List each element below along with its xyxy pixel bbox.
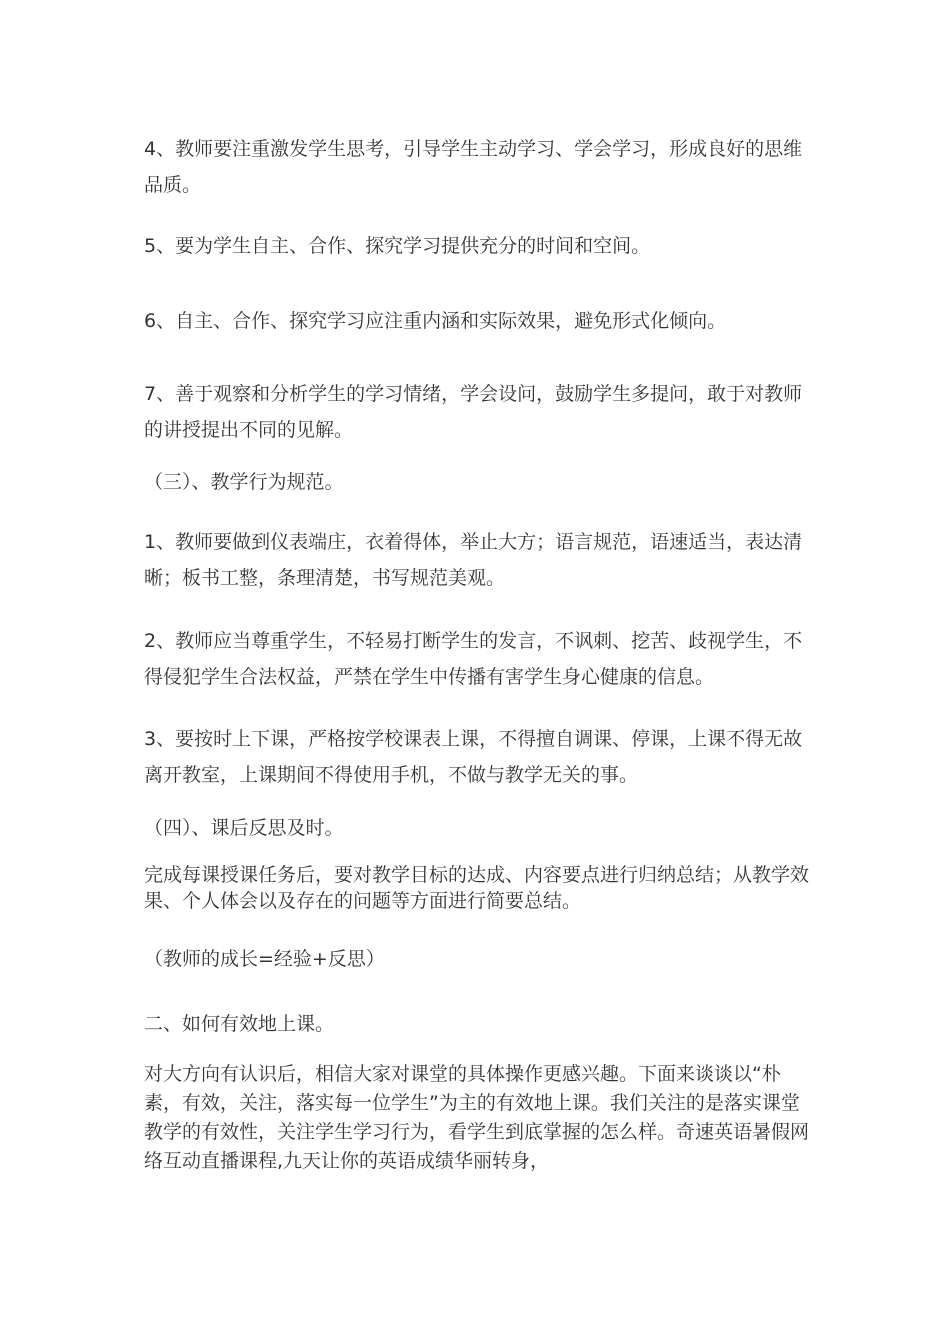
section-heading-4: （四）、课后反思及时。 [144,817,344,839]
section-heading-3: （三）、教学行为规范。 [144,471,344,493]
behavior-item-1: 1、教师要做到仪表端庄，衣着得体，举止大方；语言规范，语速适当，表达清晰；板书工整，条理清楚，书写规范美观。 [144,531,803,589]
paragraph-item-6: 6、自主、合作、探究学习应注重内涵和实际效果，避免形式化倾向。 [144,310,727,332]
section-heading-2: 二、如何有效地上课。 [144,1013,335,1035]
behavior-item-3: 3、要按时上下课，严格按学校课表上课，不得擅自调课、停课，上课不得无故离开教室，上课期间不得使用手机，不做与教学无关的事。 [144,728,803,786]
paragraph-item-7: 7、善于观察和分析学生的学习情绪，学会设问，鼓励学生多提问，敢于对教师的讲授提出不同的见解。 [144,383,803,441]
paragraph-item-4: 4、教师要注重激发学生思考，引导学生主动学习、学会学习，形成良好的思维品质。 [144,138,803,196]
effective-class-text: 对大方向有认识后，相信大家对课堂的具体操作更感兴趣。下面来谈谈以“朴素，有效，关注，落实每一位学生”为主的有效地上课。我们关注的是落实课堂教学的有效性，关注学生学习行为，看学生到底掌握的怎么样。奇速英语暑假网络互动直播课程,九天让你的英语成绩华丽转身， [144,1063,810,1172]
growth-formula: （教师的成长=经验+反思） [144,948,385,970]
behavior-item-2: 2、教师应当尊重学生，不轻易打断学生的发言，不讽刺、挖苦、歧视学生，不得侵犯学生合法权益，严禁在学生中传播有害学生身心健康的信息。 [144,630,803,688]
paragraph-item-5: 5、要为学生自主、合作、探究学习提供充分的时间和空间。 [144,235,651,257]
reflection-text: 完成每课授课任务后，要对教学目标的达成、内容要点进行归纳总结；从教学效果、个人体会以及存在的问题等方面进行简要总结。 [144,864,810,912]
